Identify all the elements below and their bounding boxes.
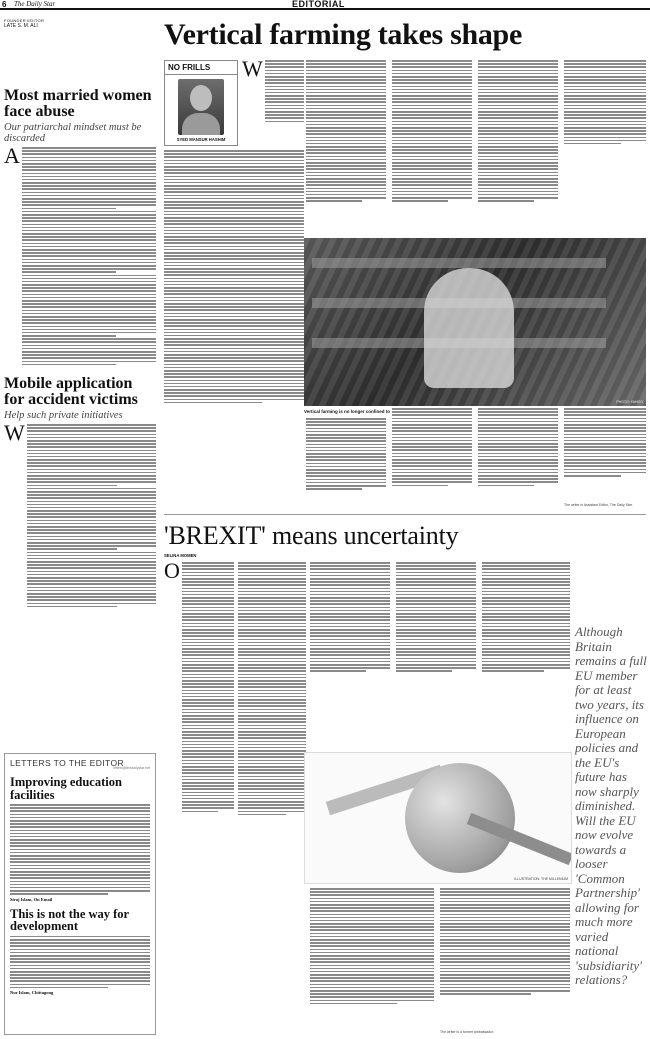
founder-name: LATE S. M. ALI <box>4 23 38 29</box>
brexit-title: 'BREXIT' means uncertainty <box>164 521 459 550</box>
farm-worker-figure <box>424 268 514 388</box>
letters-to-editor <box>4 753 156 1035</box>
writer-note: The writer is a former ambassador. <box>440 1030 495 1034</box>
globe-illustration <box>405 763 515 873</box>
body-text <box>265 60 304 122</box>
body-text <box>164 150 304 403</box>
dropcap: W <box>242 56 263 81</box>
letter-body <box>10 804 150 895</box>
vf-column-4 <box>478 60 558 202</box>
editorial-mobile-app <box>4 376 156 607</box>
brexit-column-4b <box>440 888 570 995</box>
vf-column-2 <box>306 60 386 202</box>
dropcap: A <box>4 143 20 168</box>
brexit-column-2 <box>238 562 306 815</box>
illustration-credit: ILLUSTRATION: THE MILLENIUM <box>514 877 568 881</box>
vf-column-3 <box>392 60 472 202</box>
editorial-subhead: Help such private initiatives <box>4 410 123 421</box>
vf-column-2b <box>306 418 386 490</box>
author-portrait <box>178 79 224 135</box>
editorial-women-abuse <box>4 88 156 365</box>
founder-label: FOUNDER EDITOR <box>4 18 45 23</box>
photo-caption: Vertical farming is no longer confined to <box>304 409 391 414</box>
vf-column-3b <box>392 408 472 486</box>
brexit-column-3b <box>310 888 434 1004</box>
writer-note: The writer is Assistant Editor, The Daily Star. <box>564 503 633 507</box>
brexit-author: SELINA MOMEN <box>164 553 197 558</box>
paper-name: The Daily Star <box>14 0 56 8</box>
vf-column-4b <box>478 408 558 486</box>
letter-title: This is not the way for development <box>10 906 129 934</box>
column-label: NO FRILLS <box>165 61 237 75</box>
vertical-farming-title: Vertical farming takes shape <box>164 18 522 51</box>
vertical-farming-photo <box>304 238 646 406</box>
editorial-headline: Most married women face abuse <box>4 87 152 120</box>
brexit-illustration <box>304 752 572 884</box>
body-text <box>22 147 156 365</box>
letters-email: letters@thedailystar.net <box>113 766 150 770</box>
founder-credit <box>4 18 104 29</box>
editorial-headline: Mobile application for accident victims <box>4 375 138 408</box>
page-number: 6 <box>2 0 7 9</box>
brexit-column-1 <box>164 558 234 812</box>
body-text <box>27 424 156 607</box>
dropcap: O <box>164 558 180 583</box>
vf-column-1 <box>242 56 304 122</box>
column-author: SYED MANSUR HASHIM <box>176 137 226 142</box>
column-badge <box>164 60 238 146</box>
letters-heading: LETTERS TO THE EDITOR <box>10 758 125 768</box>
letter-signature: Nur Islam, Chittagong <box>10 990 54 996</box>
letter-title: Improving education facilities <box>10 775 122 802</box>
section-divider <box>164 514 646 515</box>
brexit-column-3 <box>310 562 390 672</box>
editorial-subhead: Our patriarchal mindset must be discarded <box>4 122 142 144</box>
masthead <box>0 0 650 10</box>
brexit-column-4 <box>396 562 476 672</box>
dropcap: W <box>4 420 25 445</box>
letter-signature: Siraj Islam, On Email <box>10 896 53 902</box>
vf-column-5 <box>564 60 646 144</box>
brexit-column-5 <box>482 562 570 672</box>
vf-column-1b <box>164 150 304 403</box>
pull-quote: Although Britain remains a full EU member for at least two years, its influence on European policies and the EU's future has now sharply diminished. Will the EU now evolve towards a looser 'Common Partnership' allowing for much more varied national 'subsidiarity' relations? <box>575 624 647 987</box>
photo-credit: PHOTO: YAHOO <box>616 400 643 404</box>
vf-column-5b <box>564 408 646 477</box>
letter-body <box>10 936 150 989</box>
section-title: EDITORIAL <box>292 0 345 9</box>
